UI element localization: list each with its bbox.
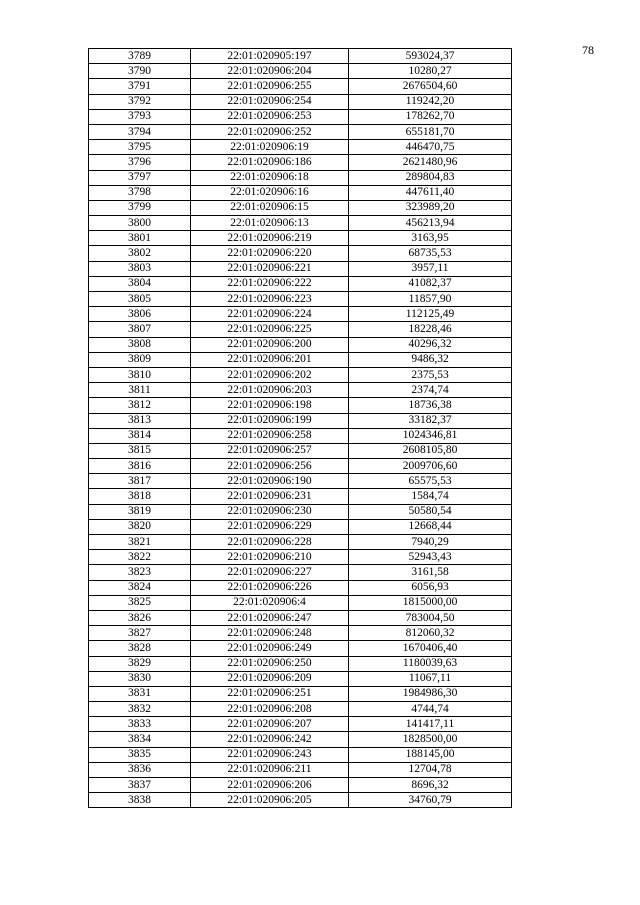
- table-row: [89, 216, 512, 231]
- cadastral-number-cell: 22:01:020906:225: [191, 322, 349, 337]
- row-number-cell: 3835: [89, 747, 191, 762]
- cadastral-number-cell: 22:01:020906:247: [191, 610, 349, 625]
- table-row: [89, 686, 512, 701]
- cadastral-number-cell: 22:01:020906:210: [191, 550, 349, 565]
- table-row: [89, 109, 512, 124]
- table-row: [89, 140, 512, 155]
- cadastral-number-cell: 22:01:020906:249: [191, 641, 349, 656]
- row-number-cell: 3828: [89, 641, 191, 656]
- cadastral-number-cell: 22:01:020906:256: [191, 459, 349, 474]
- cadastral-number-cell: 22:01:020906:252: [191, 124, 349, 139]
- row-number-cell: 3810: [89, 367, 191, 382]
- table-row: [89, 778, 512, 793]
- value-cell: 1670406,40: [349, 641, 512, 656]
- table-row: [89, 762, 512, 777]
- row-number-cell: 3795: [89, 140, 191, 155]
- row-number-cell: 3798: [89, 185, 191, 200]
- cadastral-number-cell: 22:01:020906:206: [191, 778, 349, 793]
- cadastral-number-cell: 22:01:020906:16: [191, 185, 349, 200]
- cadastral-number-cell: 22:01:020906:222: [191, 276, 349, 291]
- table-row: [89, 656, 512, 671]
- value-cell: 447611,40: [349, 185, 512, 200]
- value-cell: 2375,53: [349, 367, 512, 382]
- value-cell: 52943,43: [349, 550, 512, 565]
- value-cell: 33182,37: [349, 413, 512, 428]
- table-row: [89, 185, 512, 200]
- value-cell: 10280,27: [349, 64, 512, 79]
- cadastral-number-cell: 22:01:020906:19: [191, 140, 349, 155]
- table-row: [89, 702, 512, 717]
- cadastral-number-cell: 22:01:020905:197: [191, 49, 349, 64]
- row-number-cell: 3801: [89, 231, 191, 246]
- row-number-cell: 3799: [89, 200, 191, 215]
- value-cell: 1815000,00: [349, 595, 512, 610]
- table-row: [89, 352, 512, 367]
- row-number-cell: 3824: [89, 580, 191, 595]
- cadastral-number-cell: 22:01:020906:199: [191, 413, 349, 428]
- cadastral-number-cell: 22:01:020906:207: [191, 717, 349, 732]
- row-number-cell: 3819: [89, 504, 191, 519]
- row-number-cell: 3796: [89, 155, 191, 170]
- cadastral-number-cell: 22:01:020906:226: [191, 580, 349, 595]
- cadastral-number-cell: 22:01:020906:202: [191, 367, 349, 382]
- value-cell: 65575,53: [349, 474, 512, 489]
- row-number-cell: 3806: [89, 307, 191, 322]
- cadastral-number-cell: 22:01:020906:220: [191, 246, 349, 261]
- row-number-cell: 3808: [89, 337, 191, 352]
- value-cell: 655181,70: [349, 124, 512, 139]
- row-number-cell: 3832: [89, 702, 191, 717]
- cadastral-number-cell: 22:01:020906:257: [191, 443, 349, 458]
- row-number-cell: 3805: [89, 292, 191, 307]
- value-cell: 141417,11: [349, 717, 512, 732]
- table-row: [89, 535, 512, 550]
- value-cell: 178262,70: [349, 109, 512, 124]
- table-row: [89, 337, 512, 352]
- row-number-cell: 3794: [89, 124, 191, 139]
- page-number: 78: [582, 43, 594, 57]
- table-row: [89, 443, 512, 458]
- value-cell: 1584,74: [349, 489, 512, 504]
- cadastral-number-cell: 22:01:020906:198: [191, 398, 349, 413]
- cadastral-number-cell: 22:01:020906:242: [191, 732, 349, 747]
- row-number-cell: 3800: [89, 216, 191, 231]
- row-number-cell: 3836: [89, 762, 191, 777]
- value-cell: 456213,94: [349, 216, 512, 231]
- value-cell: 40296,32: [349, 337, 512, 352]
- table-row: [89, 519, 512, 534]
- cadastral-number-cell: 22:01:020906:253: [191, 109, 349, 124]
- table-row: [89, 155, 512, 170]
- cadastral-number-cell: 22:01:020906:250: [191, 656, 349, 671]
- value-cell: 1024346,81: [349, 428, 512, 443]
- cadastral-number-cell: 22:01:020906:221: [191, 261, 349, 276]
- value-cell: 593024,37: [349, 49, 512, 64]
- cadastral-number-cell: 22:01:020906:227: [191, 565, 349, 580]
- row-number-cell: 3791: [89, 79, 191, 94]
- table-row: [89, 747, 512, 762]
- value-cell: 12668,44: [349, 519, 512, 534]
- table-row: [89, 79, 512, 94]
- value-cell: 812060,32: [349, 626, 512, 641]
- table-row: [89, 671, 512, 686]
- value-cell: 783004,50: [349, 610, 512, 625]
- table-row: [89, 459, 512, 474]
- row-number-cell: 3825: [89, 595, 191, 610]
- value-cell: 2009706,60: [349, 459, 512, 474]
- row-number-cell: 3811: [89, 383, 191, 398]
- row-number-cell: 3817: [89, 474, 191, 489]
- row-number-cell: 3815: [89, 443, 191, 458]
- table-row: [89, 292, 512, 307]
- table-row: [89, 504, 512, 519]
- table-row: [89, 595, 512, 610]
- value-cell: 41082,37: [349, 276, 512, 291]
- cadastral-number-cell: 22:01:020906:203: [191, 383, 349, 398]
- cadastral-number-cell: 22:01:020906:208: [191, 702, 349, 717]
- row-number-cell: 3833: [89, 717, 191, 732]
- table-row: [89, 276, 512, 291]
- table-row: [89, 49, 512, 64]
- row-number-cell: 3789: [89, 49, 191, 64]
- row-number-cell: 3821: [89, 535, 191, 550]
- row-number-cell: 3814: [89, 428, 191, 443]
- table-row: [89, 94, 512, 109]
- cadastral-number-cell: 22:01:020906:255: [191, 79, 349, 94]
- row-number-cell: 3837: [89, 778, 191, 793]
- value-cell: 18228,46: [349, 322, 512, 337]
- value-cell: 7940,29: [349, 535, 512, 550]
- row-number-cell: 3834: [89, 732, 191, 747]
- cadastral-number-cell: 22:01:020906:200: [191, 337, 349, 352]
- table-row: [89, 732, 512, 747]
- row-number-cell: 3792: [89, 94, 191, 109]
- table-row: [89, 398, 512, 413]
- row-number-cell: 3827: [89, 626, 191, 641]
- value-cell: 3957,11: [349, 261, 512, 276]
- value-cell: 112125,49: [349, 307, 512, 322]
- value-cell: 188145,00: [349, 747, 512, 762]
- cadastral-number-cell: 22:01:020906:251: [191, 686, 349, 701]
- cadastral-number-cell: 22:01:020906:248: [191, 626, 349, 641]
- value-cell: 50580,54: [349, 504, 512, 519]
- cadastral-number-cell: 22:01:020906:228: [191, 535, 349, 550]
- table-row: [89, 550, 512, 565]
- table-row: [89, 793, 512, 808]
- table-row: [89, 383, 512, 398]
- cadastral-number-cell: 22:01:020906:243: [191, 747, 349, 762]
- table-row: [89, 170, 512, 185]
- table-row: [89, 565, 512, 580]
- value-cell: 2676504,60: [349, 79, 512, 94]
- cadastral-number-cell: 22:01:020906:15: [191, 200, 349, 215]
- cadastral-number-cell: 22:01:020906:230: [191, 504, 349, 519]
- row-number-cell: 3820: [89, 519, 191, 534]
- row-number-cell: 3829: [89, 656, 191, 671]
- value-cell: 119242,20: [349, 94, 512, 109]
- table-body: [89, 49, 512, 808]
- table-row: [89, 246, 512, 261]
- table-row: [89, 307, 512, 322]
- cadastral-number-cell: 22:01:020906:224: [191, 307, 349, 322]
- cadastral-number-cell: 22:01:020906:219: [191, 231, 349, 246]
- row-number-cell: 3838: [89, 793, 191, 808]
- cadastral-number-cell: 22:01:020906:204: [191, 64, 349, 79]
- value-cell: 68735,53: [349, 246, 512, 261]
- value-cell: 1180039,63: [349, 656, 512, 671]
- table-row: [89, 124, 512, 139]
- table-row: [89, 231, 512, 246]
- cadastral-number-cell: 22:01:020906:211: [191, 762, 349, 777]
- value-cell: 34760,79: [349, 793, 512, 808]
- table-row: [89, 474, 512, 489]
- row-number-cell: 3813: [89, 413, 191, 428]
- row-number-cell: 3809: [89, 352, 191, 367]
- value-cell: 446470,75: [349, 140, 512, 155]
- row-number-cell: 3793: [89, 109, 191, 124]
- value-cell: 323989,20: [349, 200, 512, 215]
- row-number-cell: 3830: [89, 671, 191, 686]
- table-row: [89, 641, 512, 656]
- table-row: [89, 489, 512, 504]
- value-cell: 3161,58: [349, 565, 512, 580]
- value-cell: 6056,93: [349, 580, 512, 595]
- table-row: [89, 580, 512, 595]
- value-cell: 2621480,96: [349, 155, 512, 170]
- cadastral-number-cell: 22:01:020906:209: [191, 671, 349, 686]
- value-cell: 8696,32: [349, 778, 512, 793]
- row-number-cell: 3804: [89, 276, 191, 291]
- value-cell: 9486,32: [349, 352, 512, 367]
- value-cell: 1828500,00: [349, 732, 512, 747]
- table-row: [89, 413, 512, 428]
- value-cell: 18736,38: [349, 398, 512, 413]
- row-number-cell: 3831: [89, 686, 191, 701]
- cadastral-number-cell: 22:01:020906:205: [191, 793, 349, 808]
- table-row: [89, 428, 512, 443]
- row-number-cell: 3822: [89, 550, 191, 565]
- table-row: [89, 322, 512, 337]
- cadastral-number-cell: 22:01:020906:258: [191, 428, 349, 443]
- cadastral-number-cell: 22:01:020906:254: [191, 94, 349, 109]
- value-cell: 3163,95: [349, 231, 512, 246]
- cadastral-value-table: [88, 48, 512, 808]
- value-cell: 11067,11: [349, 671, 512, 686]
- row-number-cell: 3818: [89, 489, 191, 504]
- row-number-cell: 3826: [89, 610, 191, 625]
- table-row: [89, 717, 512, 732]
- cadastral-number-cell: 22:01:020906:229: [191, 519, 349, 534]
- table-row: [89, 626, 512, 641]
- cadastral-number-cell: 22:01:020906:13: [191, 216, 349, 231]
- row-number-cell: 3802: [89, 246, 191, 261]
- table-row: [89, 200, 512, 215]
- row-number-cell: 3803: [89, 261, 191, 276]
- cadastral-number-cell: 22:01:020906:231: [191, 489, 349, 504]
- row-number-cell: 3812: [89, 398, 191, 413]
- value-cell: 12704,78: [349, 762, 512, 777]
- table-row: [89, 367, 512, 382]
- cadastral-number-cell: 22:01:020906:18: [191, 170, 349, 185]
- cadastral-number-cell: 22:01:020906:4: [191, 595, 349, 610]
- value-cell: 2374,74: [349, 383, 512, 398]
- table-row: [89, 64, 512, 79]
- value-cell: 1984986,30: [349, 686, 512, 701]
- row-number-cell: 3807: [89, 322, 191, 337]
- table-row: [89, 610, 512, 625]
- cadastral-number-cell: 22:01:020906:201: [191, 352, 349, 367]
- cadastral-number-cell: 22:01:020906:186: [191, 155, 349, 170]
- cadastral-number-cell: 22:01:020906:223: [191, 292, 349, 307]
- row-number-cell: 3790: [89, 64, 191, 79]
- value-cell: 289804,83: [349, 170, 512, 185]
- row-number-cell: 3797: [89, 170, 191, 185]
- cadastral-number-cell: 22:01:020906:190: [191, 474, 349, 489]
- row-number-cell: 3816: [89, 459, 191, 474]
- table-row: [89, 261, 512, 276]
- row-number-cell: 3823: [89, 565, 191, 580]
- value-cell: 11857,90: [349, 292, 512, 307]
- value-cell: 2608105,80: [349, 443, 512, 458]
- value-cell: 4744,74: [349, 702, 512, 717]
